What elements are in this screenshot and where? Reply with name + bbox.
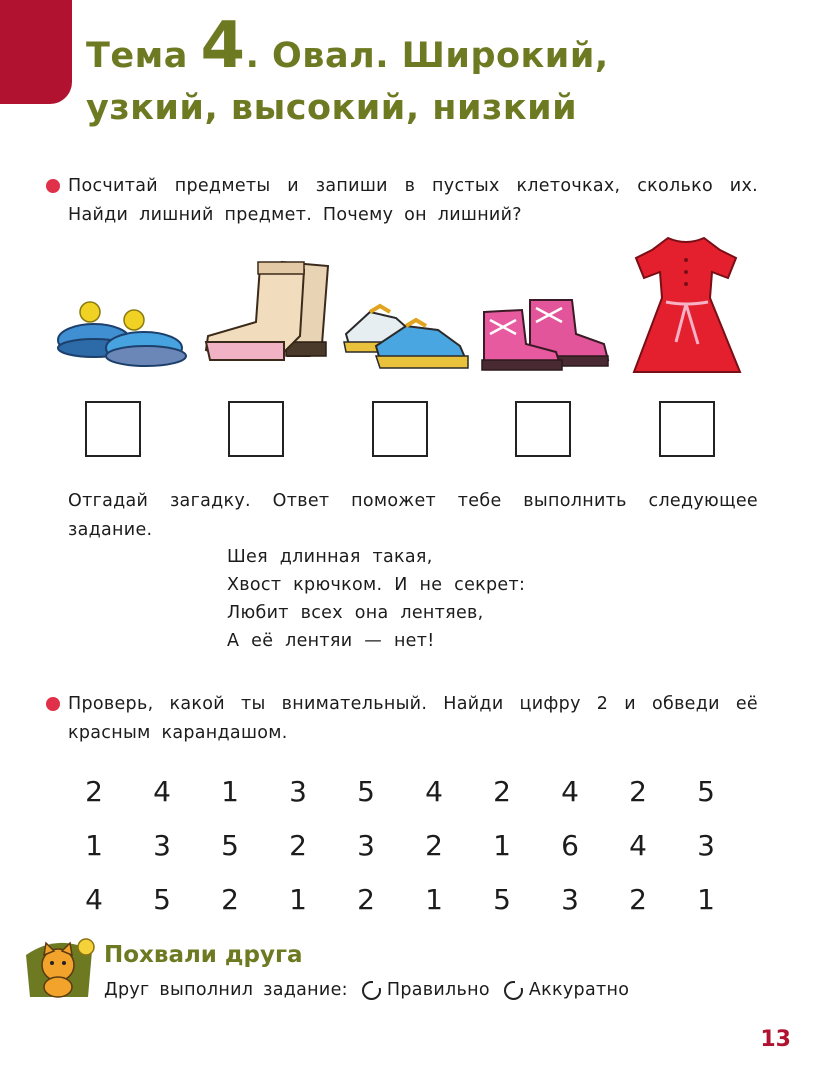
digit-cell[interactable]: 1 [85,829,103,862]
digit-cell[interactable]: 1 [697,883,715,916]
digit-cell[interactable]: 2 [357,883,375,916]
slippers-icon [54,290,192,372]
digit-cell[interactable]: 2 [221,883,239,916]
option-correct-label: Правильно [386,980,490,1000]
title-line2: узкий, высокий, низкий [86,88,578,128]
answer-box-felt-boots[interactable] [228,401,284,457]
bullet-icon [46,179,60,193]
felt-boots-icon [198,256,334,368]
page-number: 13 [760,1027,791,1052]
option-correct-checkbox[interactable] [362,981,381,1000]
answer-box-slippers[interactable] [85,401,141,457]
digit-cell[interactable]: 5 [153,883,171,916]
digit-cell[interactable]: 2 [629,775,647,808]
praise-prompt: Друг выполнил задание: [104,980,348,1000]
digit-row [60,819,740,873]
digit-cell[interactable]: 4 [629,829,647,862]
digit-cell[interactable]: 2 [425,829,443,862]
digit-cell[interactable]: 4 [561,775,579,808]
digit-cell[interactable]: 3 [561,883,579,916]
bullet-icon [46,697,60,711]
cat-icon [22,935,96,1001]
digit-cell[interactable]: 3 [153,829,171,862]
digit-row [60,873,740,927]
digit-cell[interactable]: 5 [697,775,715,808]
page-title [86,9,786,134]
option-neat-label: Аккуратно [528,980,630,1000]
digit-cell[interactable]: 4 [85,883,103,916]
digit-cell[interactable]: 1 [221,775,239,808]
digit-cell[interactable]: 3 [289,775,307,808]
digit-cell[interactable]: 2 [85,775,103,808]
digit-cell[interactable]: 3 [357,829,375,862]
riddle-line: А её лентяи — нет! [227,631,435,651]
answer-box-sneakers[interactable] [372,401,428,457]
task2-text: Проверь, какой ты внимательный. Найди цифру 2 и обведи её красным карандашом. [68,694,758,743]
digit-cell[interactable]: 4 [425,775,443,808]
riddle-intro-text: Отгадай загадку. Ответ поможет тебе выполнить следующее задание. [68,491,758,540]
digit-row [60,765,740,819]
digit-cell[interactable]: 2 [289,829,307,862]
title-number: 4 [200,9,246,83]
digit-cell[interactable]: 4 [153,775,171,808]
boots-icon [476,294,614,374]
answer-box-dress[interactable] [659,401,715,457]
praise-title: Похвали друга [104,942,303,968]
digit-cell[interactable]: 1 [425,883,443,916]
title-prefix: Тема [86,36,201,76]
option-neat-checkbox[interactable] [504,981,523,1000]
riddle-poem [227,543,525,655]
digit-cell[interactable]: 5 [357,775,375,808]
riddle-line: Любит всех она лентяев, [227,603,484,623]
digit-cell[interactable]: 5 [493,883,511,916]
digit-cell[interactable]: 1 [493,829,511,862]
title-rest: . Овал. Широкий, [245,36,609,76]
answer-box-boots[interactable] [515,401,571,457]
digit-grid [60,765,740,927]
digit-cell[interactable]: 2 [493,775,511,808]
praise-line [104,975,629,1005]
digit-cell[interactable]: 5 [221,829,239,862]
task1-text: Посчитай предметы и запиши в пустых клеточках, сколько их. Найди лишний предмет. Почему он лишний? [68,176,758,225]
sneakers-icon [340,298,472,374]
digit-cell[interactable]: 1 [289,883,307,916]
digit-cell[interactable]: 3 [697,829,715,862]
digit-cell[interactable]: 2 [629,883,647,916]
digit-cell[interactable]: 6 [561,829,579,862]
corner-tab [0,0,72,104]
riddle-line: Хвост крючком. И не секрет: [227,575,526,595]
dress-icon [628,232,746,382]
riddle-line: Шея длинная такая, [227,547,433,567]
